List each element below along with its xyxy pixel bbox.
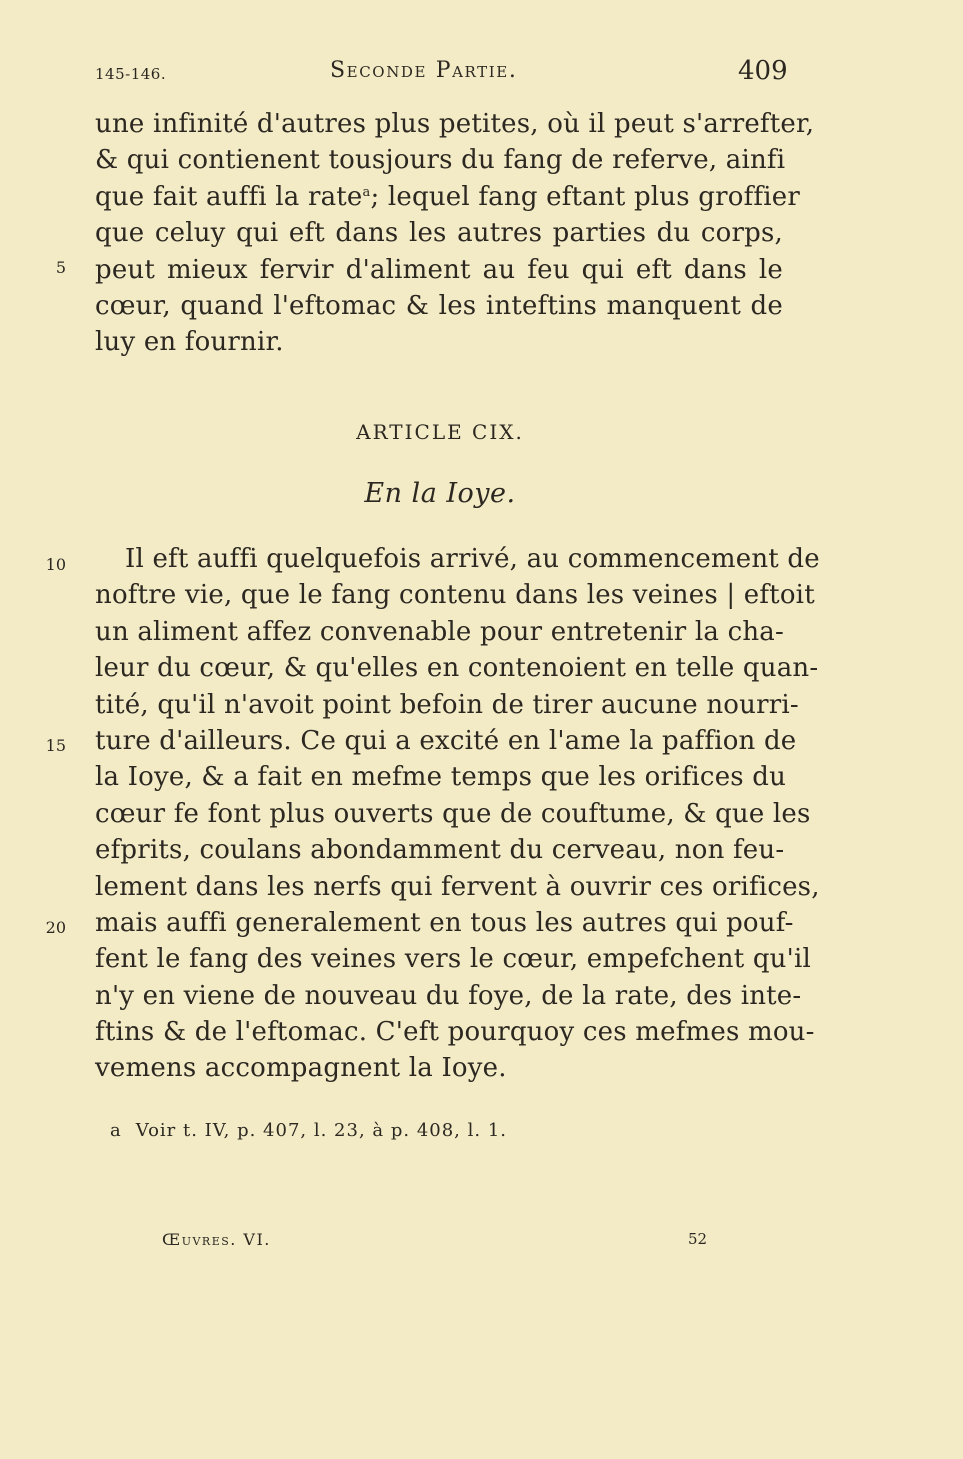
text-fragment: ; lequel fang eftant plus groffier — [370, 181, 800, 212]
text-line: mais auffi generalement en tous les autres qui pouf- — [95, 907, 794, 938]
line-number: 10 — [45, 555, 66, 574]
text-line: lement dans les nerfs qui fervent à ouvrir ces orifices, — [95, 871, 820, 902]
text-line: fent le fang des veines vers le cœur, empefchent qu'il — [95, 944, 811, 975]
text-line: ture d'ailleurs. Ce qui a excité en l'ame la paffion de — [95, 725, 797, 756]
footnote-label: a — [110, 1120, 122, 1141]
text-line — [95, 179, 800, 215]
running-head — [0, 58, 963, 88]
line-number: 15 — [45, 736, 66, 755]
text-line: cœur, quand l'eftomac & les inteftins manquent de — [95, 290, 783, 321]
text-line: luy en fournir. — [95, 327, 284, 358]
footnote-text: Voir t. IV, p. 407, l. 23, à p. 408, l. 1. — [135, 1120, 507, 1141]
text-line: un aliment affez convenable pour entretenir la cha- — [95, 616, 784, 647]
footnote — [110, 1120, 507, 1141]
text-line: ftins & de l'eftomac. C'eft pourquoy ces mefmes mou- — [95, 1017, 815, 1048]
text-line: n'y en viene de nouveau du foye, de la rate, des inte- — [95, 980, 802, 1011]
text-line: cœur fe font plus ouverts que de couftume, & que les — [95, 798, 811, 829]
page-number: 409 — [738, 56, 788, 86]
text-line: efprits, coulans abondamment du cerveau, non feu- — [95, 835, 785, 866]
running-head-article-range: 145-146. — [95, 65, 167, 83]
text-line: noftre vie, que le fang contenu dans les veines | eftoit — [95, 580, 815, 611]
signature-number: 52 — [688, 1230, 708, 1248]
footnote-reference[interactable]: a — [362, 184, 371, 200]
text-line: tité, qu'il n'avoit point befoin de tirer aucune nourri- — [95, 689, 799, 720]
text-fragment: que fait auffi la rate — [95, 181, 363, 212]
text-line: Il eft auffi quelquefois arrivé, au commencement de — [125, 544, 820, 574]
text-line: peut mieux fervir d'aliment au feu qui eft dans le — [95, 254, 783, 285]
text-line: une infinité d'autres plus petites, où il peut s'arrefter, — [95, 109, 815, 139]
article-body — [95, 541, 820, 1087]
article-heading: ARTICLE CIX. — [356, 420, 524, 444]
text-line: vemens accompagnent la Ioye. — [95, 1053, 507, 1084]
article-subtitle: En la Ioye. — [364, 478, 516, 509]
text-line: leur du cœur, & qu'elles en contenoient en telle quan- — [95, 653, 819, 684]
signature-volume: Œuvres. VI. — [162, 1230, 271, 1249]
running-head-title: Seconde Partie. — [330, 58, 518, 83]
line-number: 5 — [55, 258, 66, 277]
line-number: 20 — [45, 918, 66, 937]
text-line: & qui contienent tousjours du fang de referve, ainfi — [95, 145, 786, 176]
text-line: la Ioye, & a fait en mefme temps que les orifices du — [95, 762, 787, 793]
text-line: que celuy qui eft dans les autres parties du corps, — [95, 218, 783, 249]
paragraph-continued — [95, 106, 815, 361]
